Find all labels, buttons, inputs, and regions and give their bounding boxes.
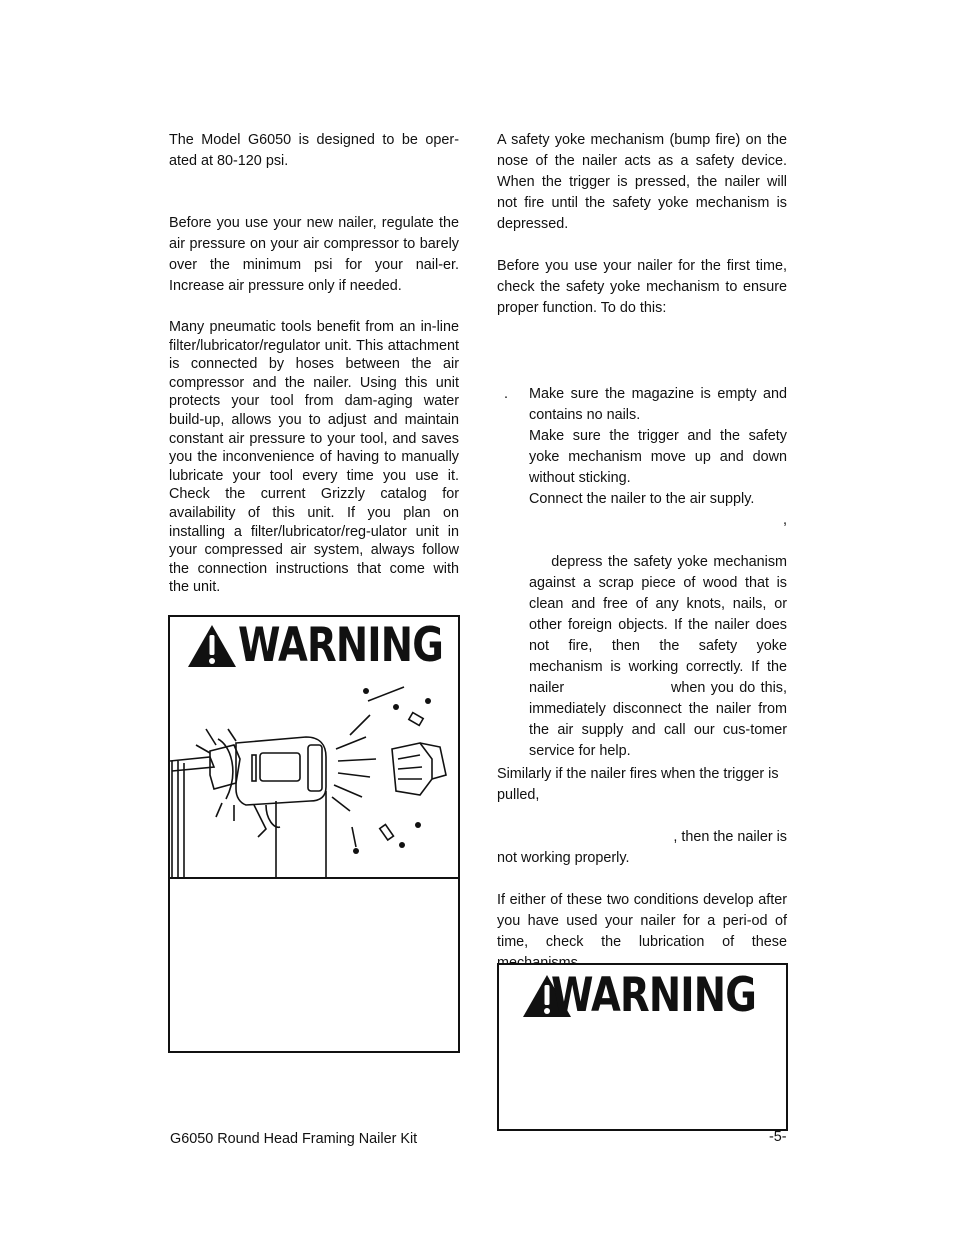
paragraph-regulate-pressure: Before you use your new nailer, regulate the air pressure on your air compressor to barely over the minimum psi for your nail-er. Increase air pressure only if needed. <box>169 215 459 294</box>
step-text: Connect the nailer to the air supply. <box>529 491 755 507</box>
warning-header <box>170 617 458 675</box>
step-text: Make sure the trigger and the safety yoke mechanism move up and down without sticking. <box>529 428 787 486</box>
footer-title: G6050 Round Head Framing Nailer Kit <box>170 1131 418 1147</box>
paragraph-pressure-range: The Model G6050 is designed to be oper-ated at 80-120 psi. <box>169 132 459 169</box>
warning-label: WARNING <box>551 968 757 1023</box>
step-item <box>497 489 787 510</box>
paragraph-fires-continued: , then the nailer is <box>673 829 787 845</box>
page-number: -5- <box>769 1129 787 1145</box>
paragraph-not-working: not working properly. <box>497 850 630 866</box>
paragraph-fires-when-pulled: Similarly if the nailer fires when the trigger is pulled, <box>497 766 779 803</box>
step-number: . <box>504 386 508 402</box>
warning-box-right <box>497 963 788 1131</box>
warning-header <box>499 967 786 1025</box>
warning-label: WARNING <box>238 618 444 673</box>
warning-box-left <box>168 615 460 1053</box>
step-item <box>497 531 791 783</box>
check-steps-list <box>497 384 791 783</box>
step-item <box>497 510 787 531</box>
paragraph-lubrication: If either of these two conditions develop after you have used your nailer for a peri-od of time, check the lubrication of these <box>497 892 787 950</box>
step-text: depress the safety yoke mechanism against a scrap piece of wood that is clean and free of any knots, nails, or other foreign objects. If the nailer does not fire, then the safety yoke mechanism is working correctly. If the nailer when you do this, immediately disconnect the nailer from the air supply and call our cus-tomer service for help. <box>529 554 791 759</box>
step-text: , <box>783 512 787 528</box>
right-column-bottom <box>497 764 787 974</box>
step-item <box>497 426 787 489</box>
paragraph-filter-unit: Many pneumatic tools benefit from an in-line filter/lubricator/regulator unit. This attachment is connected by hoses between the air compressor and the nailer. Using this unit protects your tool from dam-aging water build-up, allows you to adjust and maintain constant air pressure to your tool, and saves you the inconvenience of having to manually lubricate your tool every time you use it. Check the current Grizzly catalog for availability of this unit. If you plan on installing a filter/lubricator/reg-ulator unit in your compressed air system, always follow the connection instructions that come with the unit. <box>169 319 459 596</box>
left-column <box>169 130 459 597</box>
right-column <box>497 130 787 319</box>
step-text: Make sure the magazine is empty and contains no nails. <box>529 386 787 423</box>
nailer-explosion-illustration <box>170 679 458 877</box>
step-item <box>497 384 787 426</box>
warning-divider <box>170 877 458 879</box>
paragraph-check-yoke: Before you use your nailer for the first time, check the safety yoke mechanism to ensure proper function. To do this: <box>497 258 787 316</box>
paragraph-safety-yoke: A safety yoke mechanism (bump fire) on the nose of the nailer acts as a safety device. When the trigger is pressed, the nailer will not fire until the safety yoke mechanism is depressed. <box>497 132 787 232</box>
warning-triangle-icon <box>186 623 238 669</box>
